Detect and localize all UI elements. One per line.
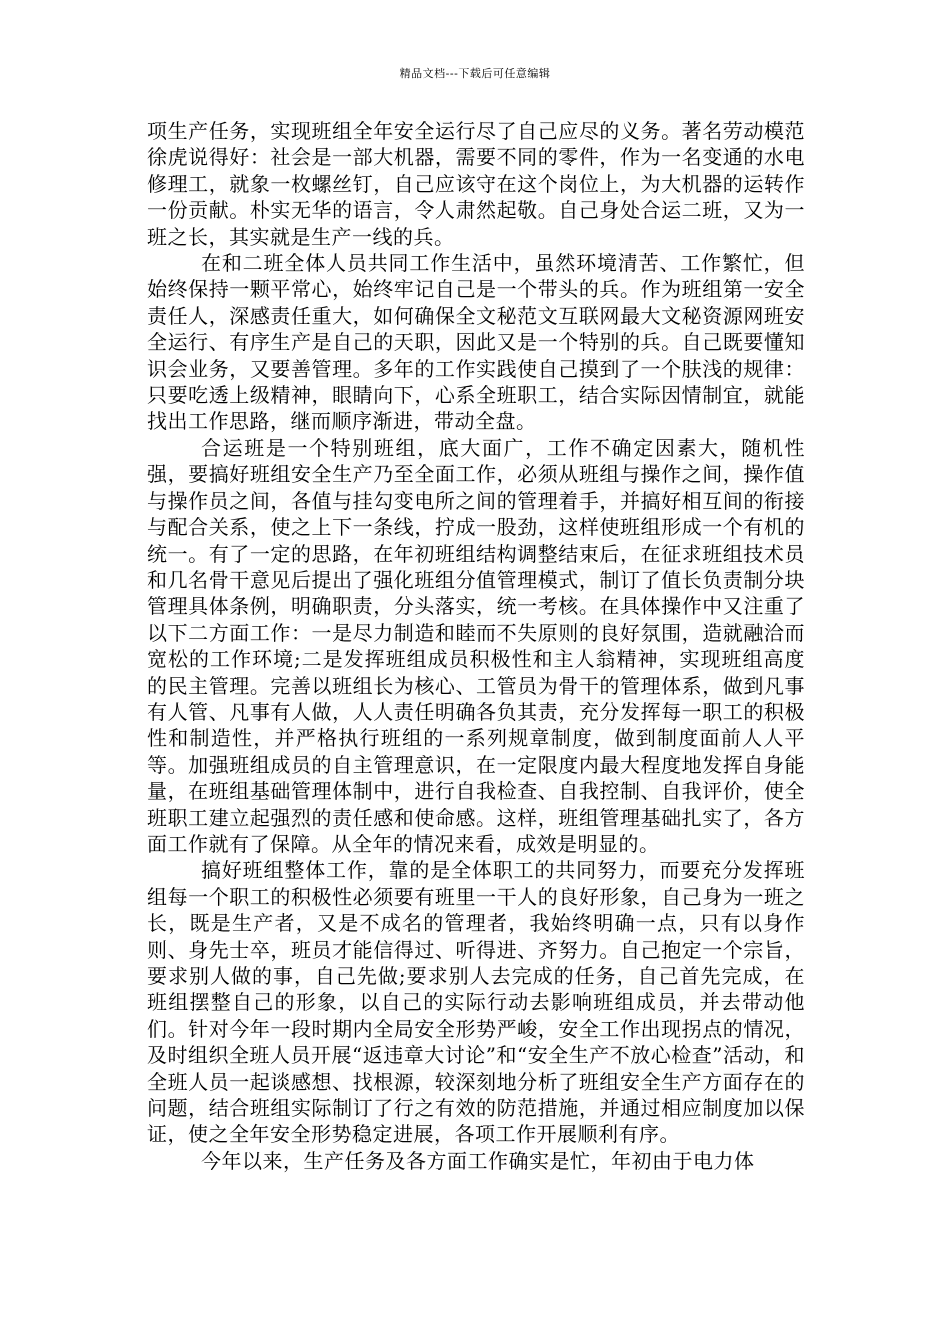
paragraph-4: 搞好班组整体工作，靠的是全体职工的共同努力，而要充分发挥班组每一个职工的积极性必须要有班里一干人的良好形象，自己身为一班之长，既是生产者，又是不成名的管理者，我始终明确一点，只有以身作则、身先士卒，班员才能信得过、听得进、齐努力。自己抱定一个宗旨，要求别人做的事，自己先做;要求别人去完成的任务，自己首先完成，在班组摆整自己的形象，以自己的实际行动去影响班组成员，并去带动他们。针对今年一段时期内全局安全形势严峻，安全工作出现拐点的情况，及时组织全班人员开展“返违章大讨论”和“安全生产不放心检查”活动，和全班人员一起谈感想、找根源，较深刻地分析了班组安全生产方面存在的问题，结合班组实际制订了行之有效的防范措施，并通过相应制度加以保证，使之全年安全形势稳定进展，各项工作开展顺利有序。: [147, 858, 805, 1147]
paragraph-2: 在和二班全体人员共同工作生活中，虽然环境清苦、工作繁忙，但始终保持一颗平常心，始终牢记自己是一个带头的兵。作为班组第一安全责任人，深感责任重大，如何确保全文秘范文互联网最大文秘资源网班安全运行、有序生产是自己的天职，因此又是一个特别的兵。自己既要懂知识会业务，又要善管理。多年的工作实践使自己摸到了一个肤浅的规律：只要吃透上级精神，眼睛向下，心系全班职工，结合实际因情制宜，就能找出工作思路，继而顺序渐进，带动全盘。: [147, 251, 805, 434]
paragraph-3: 合运班是一个特别班组，底大面广，工作不确定因素大，随机性强，要搞好班组安全生产乃至全面工作，必须从班组与操作之间，操作值与操作员之间，各值与挂勾变电所之间的管理着手，并搞好相互间的衔接与配合关系，使之上下一条线，拧成一股劲，这样使班组形成一个有机的统一。有了一定的思路，在年初班组结构调整结束后，在征求班组技术员和几名骨干意见后提出了强化班组分值管理模式，制订了值长负责制分块管理具体条例，明确职责，分头落实，统一考核。在具体操作中又注重了以下二方面工作：一是尽力制造和睦而不失原则的良好氛围，造就融洽而宽松的工作环境;二是发挥班组成员积极性和主人翁精神，实现班组高度的民主管理。完善以班组长为核心、工管员为骨干的管理体系，做到凡事有人管、凡事有人做，人人责任明确各负其责，充分发挥每一职工的积极性和制造性，并严格执行班组的一系列规章制度，做到制度面前人人平等。加强班组成员的自主管理意识，在一定限度内最大程度地发挥自身能量，在班组基础管理体制中，进行自我检查、自我控制、自我评价，使全班职工建立起强烈的责任感和使命感。这样，班组管理基础扎实了，各方面工作就有了保障。从全年的情况来看，成效是明显的。: [147, 435, 805, 856]
paragraph-1: 项生产任务，实现班组全年安全运行尽了自己应尽的义务。著名劳动模范徐虎说得好：社会是一部大机器，需要不同的零件，作为一名变通的水电修理工，就象一枚螺丝钉，自己应该守在这个岗位上，为大机器的运转作一份贡献。朴实无华的语言，令人肃然起敬。自己身处合运二班，又为一班之长，其实就是生产一线的兵。: [147, 119, 805, 249]
page-header: 精品文档---下载后可任意编辑: [399, 67, 551, 80]
paragraph-5: 今年以来，生产任务及各方面工作确实是忙，年初由于电力体: [201, 1148, 755, 1173]
document-body: [147, 118, 805, 1174]
